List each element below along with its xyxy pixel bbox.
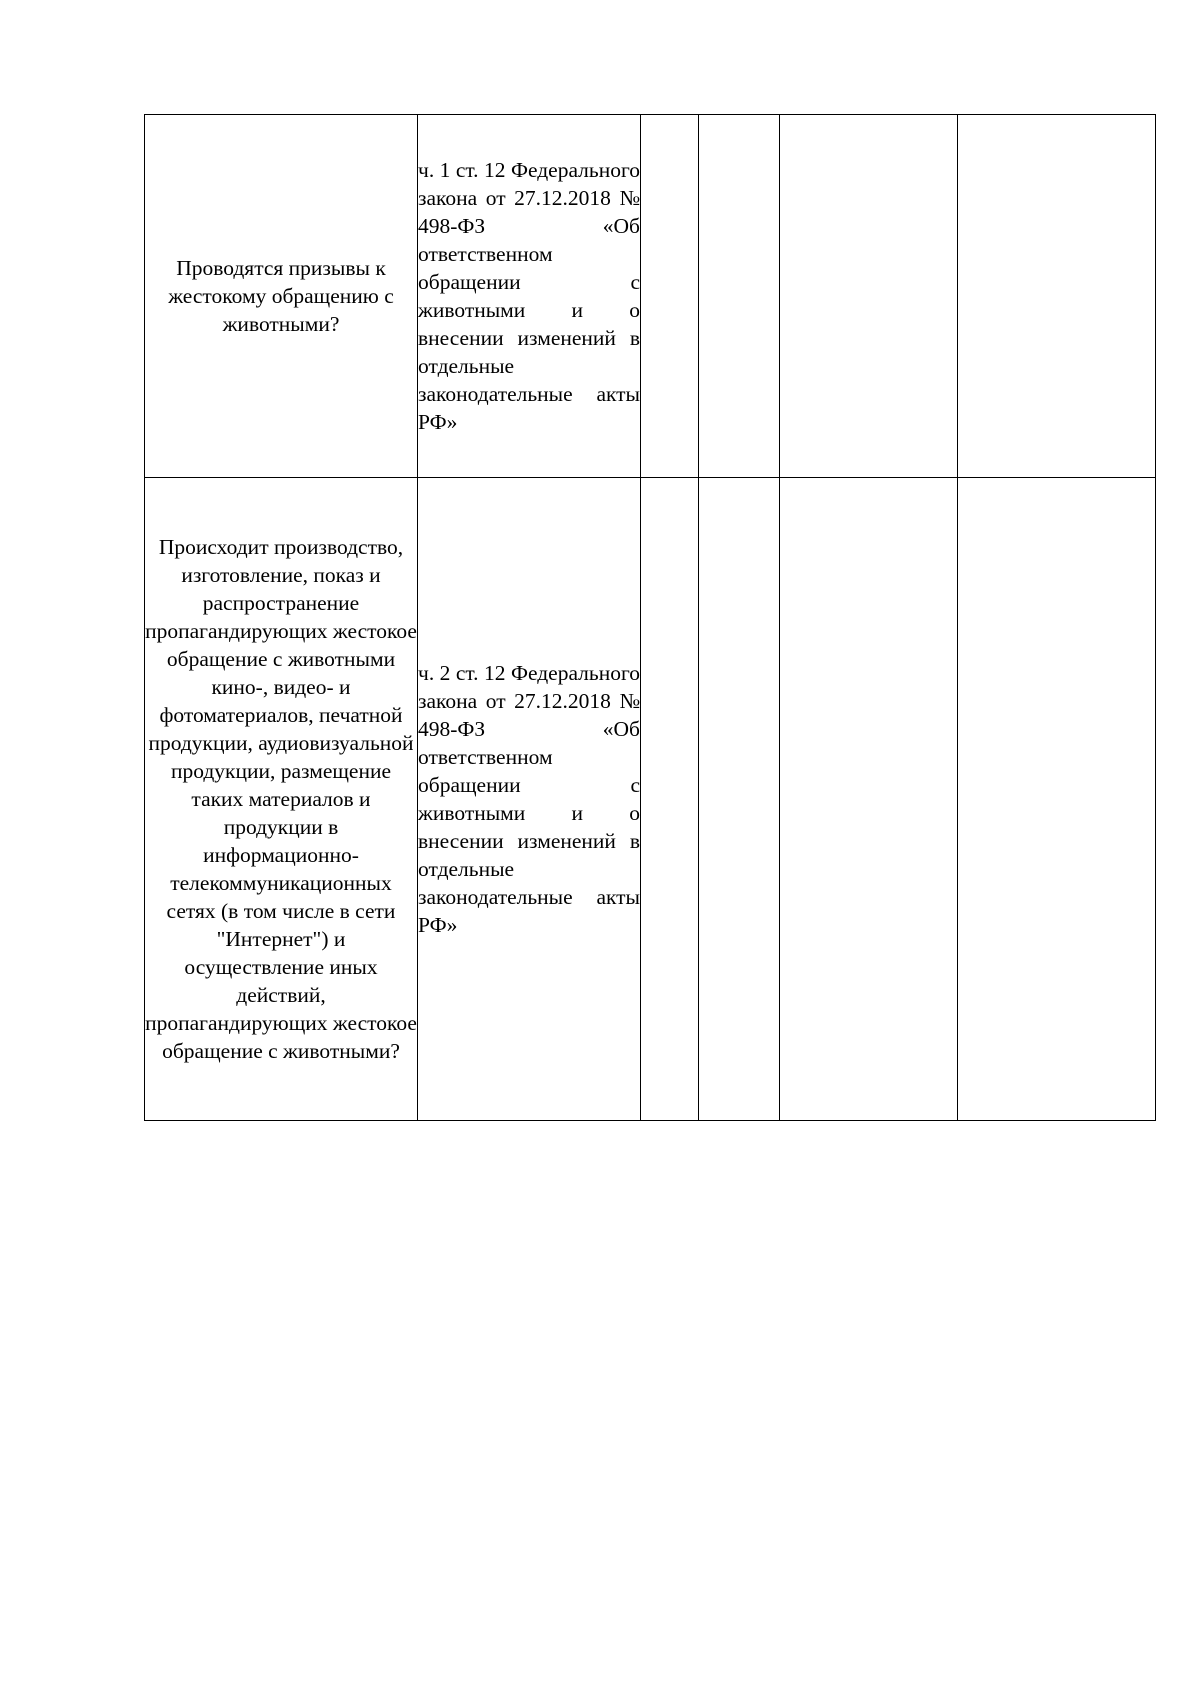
legal-basis-text: ч. 2 ст. 12 Федерального закона от 27.12.2018 № 498-ФЗ «Об ответственном обращении с животными и о внесении изменений в отдельные законодательные акты РФ» (418, 661, 640, 937)
answer-na-cell (780, 478, 958, 1121)
legal-basis-cell (418, 478, 641, 1121)
checklist-table (144, 114, 1156, 1121)
notes-cell (958, 478, 1156, 1121)
legal-basis-text: ч. 1 ст. 12 Федерального закона от 27.12.2018 № 498-ФЗ «Об ответственном обращении с животными и о внесении изменений в отдельные законодательные акты РФ» (418, 158, 640, 434)
legal-basis-cell (418, 115, 641, 478)
answer-no-cell (699, 478, 780, 1121)
question-cell: Происходит производство, изготовление, показ и распространение пропагандирующих жестокое обращение с животными кино-, видео- и фотоматериалов, печатной продукции, аудиовизуальной продукции, размещение таких материалов и продукции в информационно-телекоммуникационных сетях (в том числе в сети "Интернет") и осуществление иных действий, пропагандирующих жестокое обращение с животными? (145, 478, 418, 1121)
answer-yes-cell (641, 478, 699, 1121)
notes-cell (958, 115, 1156, 478)
question-cell: Проводятся призывы к жестокому обращению с животными? (145, 115, 418, 478)
answer-yes-cell (641, 115, 699, 478)
table-row (145, 478, 1156, 1121)
table-row (145, 115, 1156, 478)
answer-na-cell (780, 115, 958, 478)
answer-no-cell (699, 115, 780, 478)
